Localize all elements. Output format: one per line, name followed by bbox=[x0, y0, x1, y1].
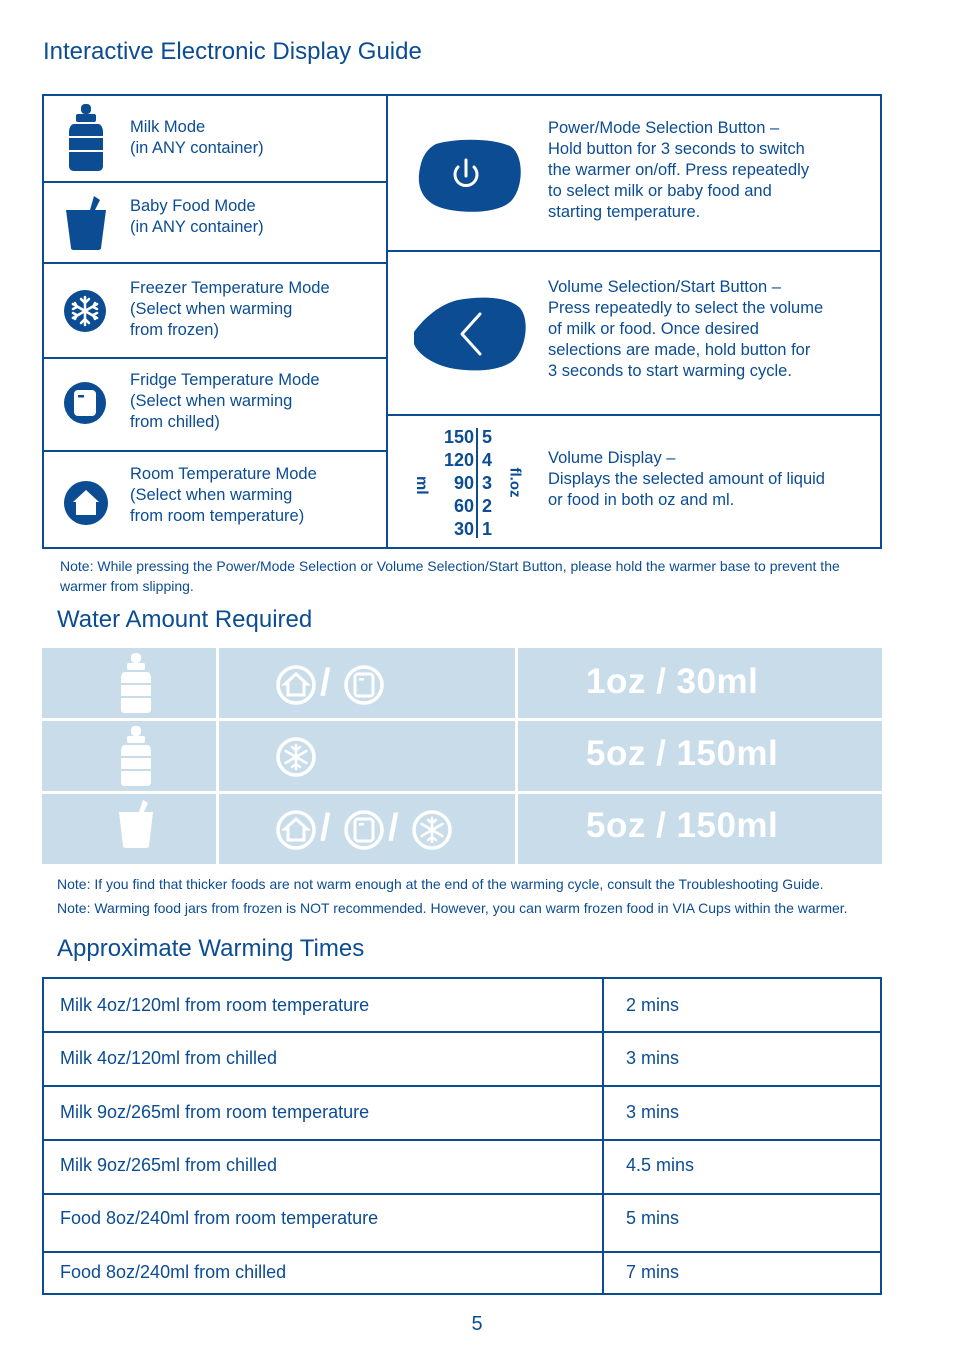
volume-display-icon bbox=[408, 424, 528, 542]
guide-note: Note: While pressing the Power/Mode Selection or Volume Selection/Start Button, please hold the warmer base to prevent the warmer from slipping. bbox=[60, 558, 840, 594]
warming-times-table bbox=[42, 977, 882, 1295]
table-row-time: 2 mins bbox=[626, 995, 680, 1015]
ml-label: ml bbox=[413, 476, 430, 495]
fridge-icon bbox=[344, 810, 384, 850]
fridge-icon bbox=[64, 382, 106, 424]
oz-value: 1 bbox=[482, 519, 493, 539]
slash: / bbox=[320, 662, 331, 704]
ml-value: 30 bbox=[453, 519, 474, 539]
table-row-item: Milk 9oz/265ml from room temperature bbox=[60, 1102, 370, 1122]
table-row-item: Food 8oz/240ml from chilled bbox=[60, 1262, 287, 1282]
freezer-mode-text: Freezer Temperature Mode (Select when warming from frozen) bbox=[130, 279, 330, 339]
snowflake-icon bbox=[64, 290, 106, 332]
oz-value: 4 bbox=[482, 450, 493, 470]
water-amount-row2: 5oz / 150ml bbox=[586, 734, 779, 773]
snowflake-icon bbox=[412, 810, 452, 850]
table-row-item: Milk 9oz/265ml from chilled bbox=[60, 1155, 278, 1175]
guide-title: Interactive Electronic Display Guide bbox=[43, 38, 422, 65]
snowflake-icon bbox=[276, 737, 316, 777]
ml-value: 120 bbox=[443, 450, 474, 470]
cup-icon bbox=[118, 800, 154, 848]
water-title: Water Amount Required bbox=[57, 606, 313, 633]
cup-icon bbox=[64, 196, 108, 250]
bottle-icon bbox=[120, 652, 152, 714]
water-amount-row3: 5oz / 150ml bbox=[586, 806, 779, 845]
table-row-time: 3 mins bbox=[626, 1048, 680, 1068]
table-row-time: 7 mins bbox=[626, 1262, 680, 1282]
volume-button-text: Volume Selection/Start Button – Press repeatedly to select the volume of milk or food. Once desired selections are made, hold button for 3 seconds to start warming cycle. bbox=[548, 278, 824, 380]
fridge-mode-text: Fridge Temperature Mode (Select when warming from chilled) bbox=[130, 371, 320, 431]
milk-mode-text: Milk Mode (in ANY container) bbox=[130, 118, 264, 157]
chevron-left-icon bbox=[410, 296, 526, 372]
slash: / bbox=[320, 807, 331, 849]
page-number: 5 bbox=[471, 1313, 483, 1335]
water-amount-row1: 1oz / 30ml bbox=[586, 662, 759, 701]
table-row-item: Food 8oz/240ml from room temperature bbox=[60, 1208, 379, 1228]
table-row-item: Milk 4oz/120ml from room temperature bbox=[60, 995, 370, 1015]
water-note-1: Note: If you find that thicker foods are not warm enough at the end of the warming cycle, consult the Troubleshooting Guide. bbox=[57, 876, 824, 892]
water-amount-table bbox=[42, 648, 882, 864]
volume-display-text: Volume Display – Displays the selected amount of liquid or food in both oz and ml. bbox=[548, 449, 825, 509]
table-row-time: 4.5 mins bbox=[626, 1155, 695, 1175]
times-title: Approximate Warming Times bbox=[57, 935, 365, 962]
house-icon bbox=[276, 665, 316, 705]
display-guide-table bbox=[42, 94, 882, 549]
bottle-icon bbox=[68, 102, 104, 172]
power-button-text: Power/Mode Selection Button – Hold button for 3 seconds to switch the warmer on/off. Press repeatedly to select milk or baby food and starting temperature. bbox=[548, 119, 810, 221]
bottle-icon bbox=[120, 725, 152, 787]
power-icon bbox=[416, 138, 522, 214]
oz-value: 3 bbox=[482, 473, 493, 493]
floz-label: fl.oz bbox=[506, 467, 524, 498]
table-row-item: Milk 4oz/120ml from chilled bbox=[60, 1048, 278, 1068]
ml-value: 90 bbox=[453, 473, 474, 493]
house-icon bbox=[276, 810, 316, 850]
ml-value: 60 bbox=[453, 496, 474, 516]
room-mode-text: Room Temperature Mode (Select when warming from room temperature) bbox=[130, 465, 317, 525]
table-row-time: 3 mins bbox=[626, 1102, 680, 1122]
baby-food-mode-text: Baby Food Mode (in ANY container) bbox=[130, 197, 264, 236]
house-icon bbox=[64, 481, 108, 525]
oz-value: 5 bbox=[482, 427, 493, 447]
ml-value: 150 bbox=[443, 427, 474, 447]
oz-value: 2 bbox=[482, 496, 493, 516]
table-row-time: 5 mins bbox=[626, 1208, 680, 1228]
slash: / bbox=[388, 807, 399, 849]
fridge-icon bbox=[344, 665, 384, 705]
water-note-2: Note: Warming food jars from frozen is NOT recommended. However, you can warm frozen food in VIA Cups within the warmer. bbox=[57, 900, 848, 916]
